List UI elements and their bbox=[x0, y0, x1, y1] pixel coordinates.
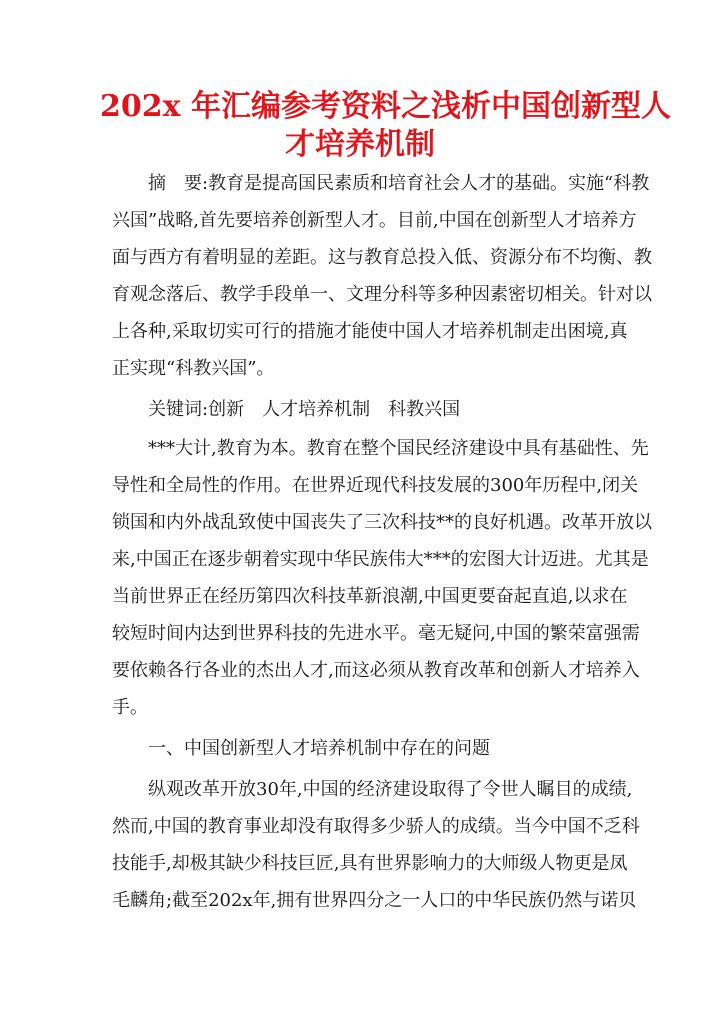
body-line: ***大计,教育为本。教育在整个国民经济建设中具有基础性、先 bbox=[148, 438, 649, 459]
body-line: 纵观改革开放30年,中国的经济建设取得了令世人瞩目的成绩, bbox=[148, 779, 633, 800]
abstract-line: 上各种,采取切实可行的措施才能使中国人才培养机制走出困境,真 bbox=[112, 321, 628, 342]
body-line: 来,中国正在逐步朝着实现中华民族伟大***的宏图大计迈进。尤其是 bbox=[112, 549, 649, 570]
document-title-line-2: 才培养机制 bbox=[285, 127, 435, 162]
abstract-line: 面与西方有着明显的差距。这与教育总投入低、资源分布不均衡、教 bbox=[112, 247, 652, 268]
body-line: 毛麟角;截至202x年,拥有世界四分之一人口的中华民族仍然与诺贝 bbox=[112, 890, 637, 911]
body-line: 然而,中国的教育事业却没有取得多少骄人的成绩。当今中国不乏科 bbox=[112, 816, 640, 837]
body-line: 较短时间内达到世界科技的先进水平。毫无疑问,中国的繁荣富强需 bbox=[112, 623, 640, 644]
abstract-line: 兴国”战略,首先要培养创新型人才。目前,中国在创新型人才培养方 bbox=[112, 210, 637, 231]
document-title-line-1: 202x 年汇编参考资料之浅析中国创新型人 bbox=[100, 89, 671, 124]
section-heading: 一、中国创新型人才培养机制中存在的问题 bbox=[148, 738, 490, 759]
abstract-line: 正实现“科教兴国”。 bbox=[112, 358, 275, 379]
abstract-line: 育观念落后、教学手段单一、文理分科等多种因素密切相关。针对以 bbox=[112, 284, 652, 305]
body-line: 当前世界正在经历第四次科技革新浪潮,中国更要奋起直追,以求在 bbox=[112, 586, 628, 607]
body-line: 锁国和内外战乱致使中国丧失了三次科技**的良好机遇。改革开放以 bbox=[112, 512, 652, 533]
body-line: 技能手,却极其缺少科技巨匠,具有世界影响力的大师级人物更是凤 bbox=[112, 853, 628, 874]
body-line: 要依赖各行各业的杰出人才,而这必须从教育改革和创新人才培养入 bbox=[112, 660, 640, 681]
keywords-line: 关键词:创新 人才培养机制 科教兴国 bbox=[148, 399, 461, 420]
body-line: 手。 bbox=[112, 697, 148, 718]
abstract-line: 摘 要:教育是提高国民素质和培育社会人才的基础。实施“科教 bbox=[148, 173, 650, 194]
body-line: 导性和全局性的作用。在世界近现代科技发展的300年历程中,闭关 bbox=[112, 475, 639, 496]
